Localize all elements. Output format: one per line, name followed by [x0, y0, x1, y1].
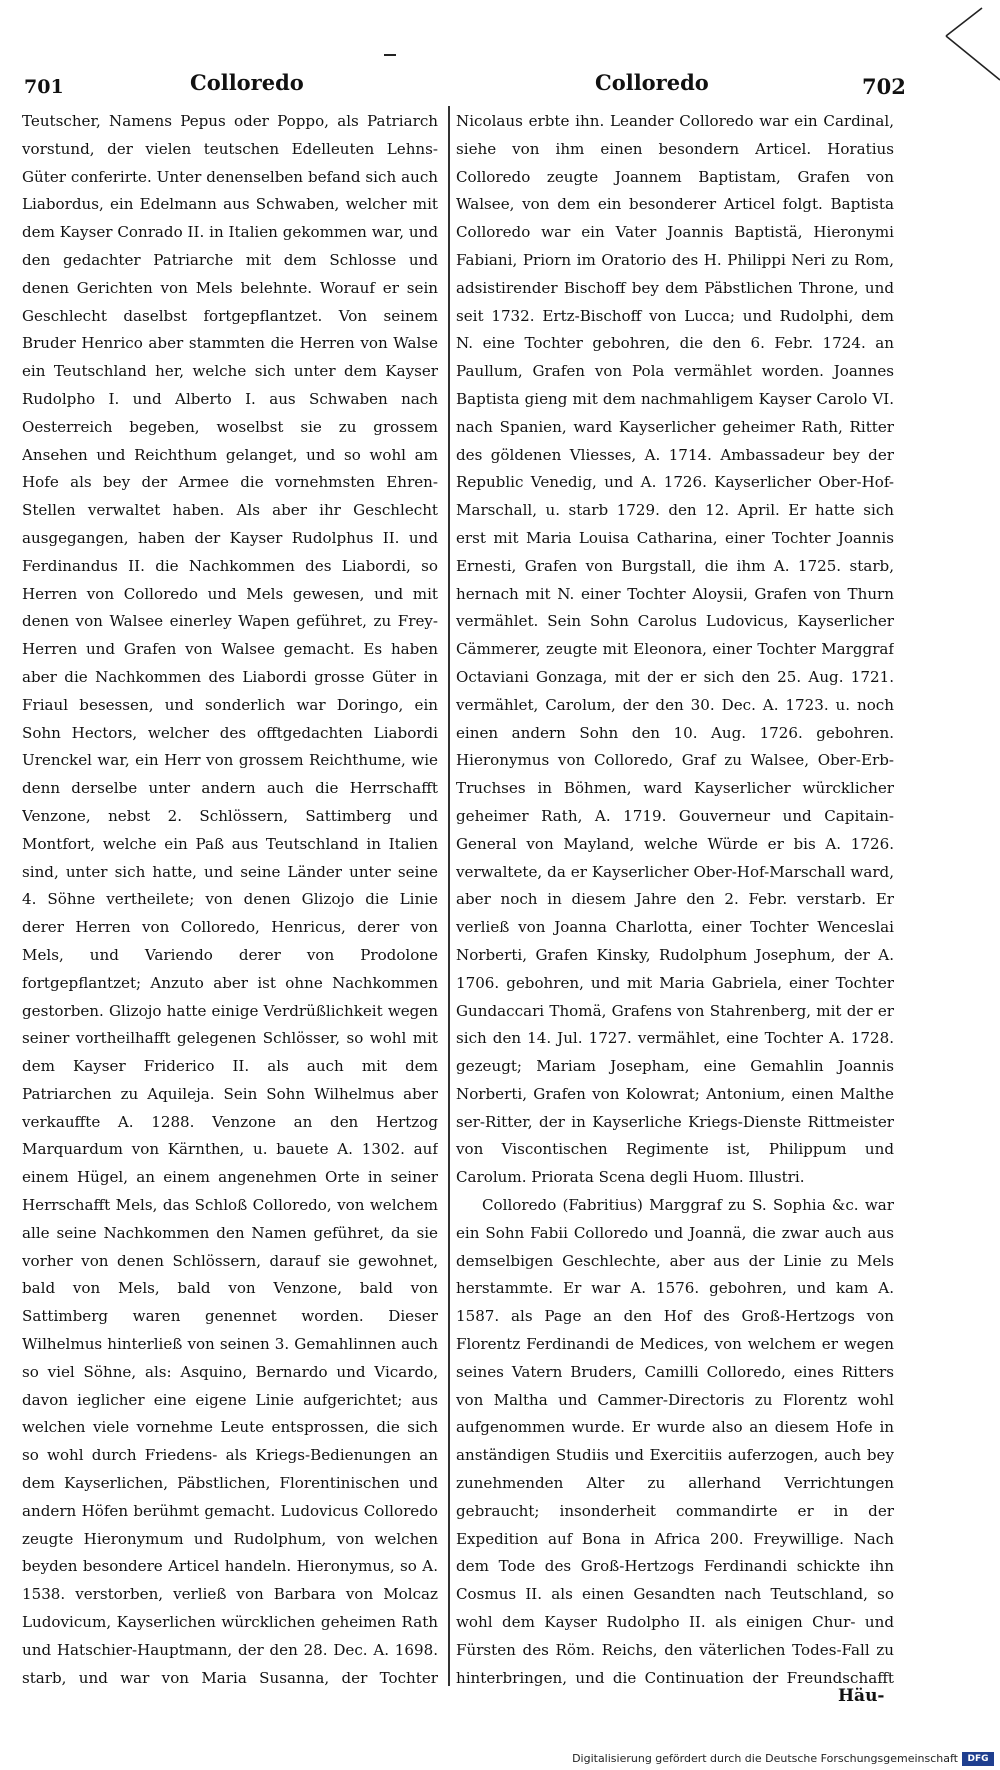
- running-head-left: Colloredo: [190, 70, 304, 95]
- right-column-paragraph-2: Colloredo (Fabritius) Marggraf zu S. Sophia &c. war ein Sohn Fabii Colloredo und Joannä, die zwar auch aus demselbigen Geschlechte, aber aus der Linie zu Mels herstammte. Er war A. 1576. gebohren, und kam A. 1587. als Page an den Hof des Groß-Hertzogs von Florentz Ferdinandi de Medices, von welchem er wegen seines Vatern Bruders, Camilli Colloredo, eines Ritters von Maltha und Cammer-Directoris zu Florentz wohl aufgenommen wurde. Er wurde also an diesem Hofe in anständigen Studiis und Exercitiis auferzogen, auch bey zunehmenden Alter zu allerhand Verrichtungen gebraucht; insonderheit commandirte er in der Expedition auf Bona in Africa 200. Freywillige. Nach dem Tode des Groß-Hertzogs Ferdinandi schickte ihn Cosmus II. als einen Gesandten nach Teutschland, so wohl dem Kayser Rudolpho II. als einigen Chur- und Fürsten des Röm. Reichs, den väterlichen Todes-Fall zu hinterbringen, und die Continuation der Freundschafft: [456, 1196, 894, 1686]
- right-column-paragraph-1: Nicolaus erbte ihn. Leander Colloredo war ein Cardinal, siehe von ihm einen besondern Articel. Horatius Colloredo zeugte Joannem Baptistam, Grafen von Walsee, von dem ein besonderer Articel folgt. Baptista Colloredo war ein Vater Joannis Baptistä, Hieronymi Fabiani, Priorn im Oratorio des H. Philippi Neri zu Rom, adsistirender Bischoff bey dem Päbstlichen Throne, und seit 1732. Ertz-Bischoff von Lucca; und Rudolphi, dem N. eine Tochter gebohren, die den 6. Febr. 1724. an Paullum, Grafen von Pola vermählet worden. Joannes Baptista gieng mit dem nachmahligem Kayser Carolo VI. nach Spanien, ward Kayserlicher geheimer Rath, Ritter des göldenen Vliesses, A. 1714. Ambassadeur bey der Republic Venedig, und A. 1726. Kayserlicher Ober-Hof-Marschall, u. starb 1729. den 12. April. Er hatte sich erst mit Maria Louisa Catharina, einer Tochter Joannis Ernesti, Grafen von Burgstall, die ihm A. 1725. starb, hernach mit N. einer Tochter Aloysii, Grafen von Thurn vermählet. Sein Sohn Carolus Ludovicus, Kayserlicher Cämmerer, zeugte mit Eleonora, einer Tochter Marggraf Octaviani Gonzaga, mit der er sich den 25. Aug. 1721. vermählet, Carolum, der den 30. Dec. A. 1723. u. noch einen andern Sohn den 10. Aug. 1726. gebohren. Hieronymus von Colloredo, Graf zu Walsee, Ober-Erb-Truchses in Böhmen, ward Kayserlicher würcklicher geheimer Rath, A. 1719. Gouverneur und Capitain-General von Mayland, welche Würde er bis A. 1726. verwaltete, da er Kayserlicher Ober-Hof-Marschall ward, aber noch in diesem Jahre den 2. Febr. verstarb. Er verließ von Joanna Charlotta, einer Tochter Wenceslai Norberti, Grafen Kinsky, Rudolphum Josephum, der A. 1706. gebohren, und mit Maria Gabriela, einer Tochter Gundaccari Thomä, Grafens von Stahrenberg, mit der er sich den 14. Jul. 1727. vermählet, eine Tochter A. 1728. gezeugt; Mariam Josepham, eine Gemahlin Joannis Norberti, Grafen von Kolowrat; Antonium, einen Malthe ser-Ritter, der in Kayserliche Kriegs-Dienste Rittmeister von Viscontischen Regimente ist, Philippum und Carolum. Priorata Scena degli Huom. Illustri.: [456, 112, 894, 1187]
- page-number-right: 702: [862, 74, 906, 99]
- running-head-right: Colloredo: [595, 70, 709, 95]
- left-column-text: Teutscher, Namens Pepus oder Poppo, als Patriarch vorstund, der vielen teutschen Edelleuten Lehns-Güter conferirte. Unter denenselben befand sich auch Liabordus, ein Edelmann aus Schwaben, welcher mit dem Kayser Conrado II. in Italien gekommen war, und den gedachter Patriarche mit dem Schlosse und denen Gerichten von Mels belehnte. Worauf er sein Geschlecht daselbst fortgepflantzet. Von seinem Bruder Henrico aber stammten die Herren von Walse ein Teutschland her, welche sich unter dem Kayser Rudolpho I. und Alberto I. aus Schwaben nach Oesterreich begeben, woselbst sie zu grossem Ansehen und Reichthum gelanget, und so wohl am Hofe als bey der Armee die vornehmsten Ehren-Stellen verwaltet haben. Als aber ihr Geschlecht ausgegangen, haben der Kayser Rudolphus II. und Ferdinandus II. die Nachkommen des Liabordi, so Herren von Colloredo und Mels gewesen, und mit denen von Walsee einerley Wapen geführet, zu Frey-Herren und Grafen von Walsee gemacht. Es haben aber die Nachkommen des Liabordi grosse Güter in Friaul besessen, und sonderlich war Doringo, ein Sohn Hectors, welcher des offtgedachten Liabordi Urenckel war, ein Herr von grossem Reichthume, wie denn derselbe unter andern auch die Herrschafft Venzone, nebst 2. Schlössern, Sattimberg und Montfort, welche ein Paß aus Teutschland in Italien sind, unter sich hatte, und seine Länder unter seine 4. Söhne vertheilete; von denen Glizojo die Linie derer Herren von Colloredo, Henricus, derer von Mels, und Variendo derer von Prodolone fortgepflantzet; Anzuto aber ist ohne Nachkommen gestorben. Glizojo hatte einige Verdrüßlichkeit wegen seiner vortheilhafft gelegenen Schlösser, so wohl mit dem Kayser Friderico II. als auch mit dem Patriarchen zu Aquileja. Sein Sohn Wilhelmus aber verkauffte A. 1288. Venzone an den Hertzog Marquardum von Kärnthen, u. bauete A. 1302. auf einem Hügel, an einem angenehmen Orte in seiner Herrschafft Mels, das Schloß Colloredo, von welchem alle seine Nachkommen den Namen geführet, da sie vorher von denen Schlössern, darauf sie gewohnet, bald von Mels, bald von Venzone, bald von Sattimberg waren genennet worden. Dieser Wilhelmus hinterließ von seinen 3. Gemahlinnen auch so viel Söhne, als: Asquino, Bernardo und Vicardo, davon ieglicher eine eigene Linie aufgerichtet; aus welchen viele vornehme Leute entsprossen, die sich so wohl durch Friedens- als Kriegs-Bedienungen an dem Kayserlichen, Päbstlichen, Florentinischen und andern Höfen berühmt gemacht. Ludovicus Colloredo zeugte Hieronymum und Rudolphum, von welchen beyden besondere Articel handeln. Hieronymus, so A. 1538. verstorben, verließ von Barbara von Molcaz Ludovicum, Kayserlichen würcklichen geheimen Rath und Hatschier-Hauptmann, der den 28. Dec. A. 1698. starb, und war von Maria Susanna, der Tochter: [22, 112, 438, 1686]
- footer-credit: Digitalisierung gefördert durch die Deutsche Forschungsgemeinschaft: [572, 1752, 958, 1765]
- footer: [0, 1752, 1000, 1770]
- catchword: Häu-: [838, 1686, 885, 1706]
- right-column: [456, 108, 894, 1686]
- page-number-left: 701: [24, 76, 64, 98]
- column-divider: [448, 106, 450, 1686]
- left-column: [22, 108, 438, 1686]
- dfg-logo: DFG: [962, 1752, 994, 1766]
- page-corner-mark: [944, 6, 1000, 82]
- running-header: [20, 66, 906, 106]
- header-ornament-dash: [384, 54, 396, 56]
